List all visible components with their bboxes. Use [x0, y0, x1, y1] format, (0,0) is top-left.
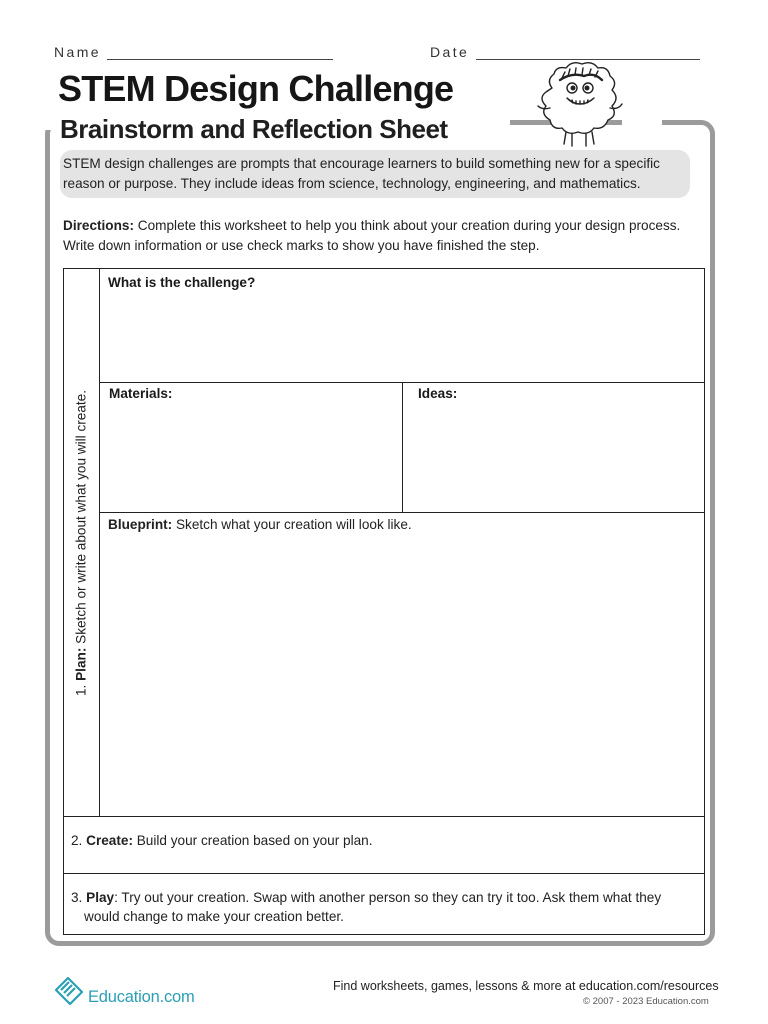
- mascot-illustration: [532, 58, 627, 150]
- frame-gap-mascot: [622, 112, 662, 130]
- directions: [63, 216, 723, 256]
- challenge-label: What is the challenge?: [108, 275, 256, 290]
- row-divider-2: [99, 512, 705, 513]
- intro-line-1: STEM design challenges are prompts that encourage learners to build something new for a specific: [63, 156, 660, 171]
- play-number: 3.: [71, 890, 83, 905]
- directions-label: Directions:: [63, 218, 135, 233]
- materials-ideas-divider: [402, 382, 403, 513]
- materials-label: Materials:: [109, 386, 173, 401]
- intro-box: [60, 150, 690, 198]
- name-label: Name: [54, 44, 101, 60]
- footer-copyright: © 2007 - 2023 Education.com: [583, 996, 709, 1007]
- ideas-label: Ideas:: [418, 386, 458, 401]
- education-brand-text[interactable]: Education.com: [88, 988, 195, 1006]
- plan-column-divider: [99, 268, 100, 817]
- name-line[interactable]: [107, 59, 333, 60]
- ideas-answer-area[interactable]: [404, 408, 703, 510]
- play-label: Play: [86, 890, 115, 905]
- row-divider-4: [63, 873, 705, 874]
- page-title: STEM Design Challenge: [58, 68, 454, 109]
- create-text: Build your creation based on your plan.: [132, 833, 373, 848]
- plan-label-bold: Plan:: [73, 647, 89, 681]
- plan-number: 1.: [73, 684, 89, 697]
- challenge-answer-area[interactable]: [101, 298, 703, 380]
- intro-line-2: reason or purpose. They include ideas from science, technology, engineering, and mathematics.: [63, 176, 641, 191]
- directions-line-1: Complete this worksheet to help you think about your creation during your design process.: [134, 218, 681, 233]
- footer-resources-link[interactable]: Find worksheets, games, lessons & more at education.com/resources: [333, 979, 719, 993]
- create-label: Create:: [86, 833, 133, 848]
- blueprint-sketch-area[interactable]: [101, 540, 703, 814]
- play-row: [71, 888, 701, 926]
- row-divider-3: [63, 816, 705, 817]
- blueprint-label: [108, 517, 412, 532]
- create-number: 2.: [71, 833, 83, 848]
- page-subtitle: Brainstorm and Reflection Sheet: [60, 114, 448, 144]
- date-label: Date: [430, 44, 470, 60]
- plan-text: Sketch or write about what you will create.: [73, 389, 89, 648]
- directions-line-2: Write down information or use check marks to show you have finished the step.: [63, 238, 540, 253]
- play-line-1: : Try out your creation. Swap with another person so they can try it too. Ask them what they: [114, 890, 662, 905]
- play-line-2: would change to make your creation better.: [84, 909, 344, 924]
- materials-answer-area[interactable]: [101, 408, 400, 510]
- blueprint-label-bold: Blueprint:: [108, 517, 173, 532]
- create-row: [71, 833, 373, 848]
- education-logo-icon: [52, 972, 86, 1006]
- blueprint-text: Sketch what your creation will look like.: [172, 517, 412, 532]
